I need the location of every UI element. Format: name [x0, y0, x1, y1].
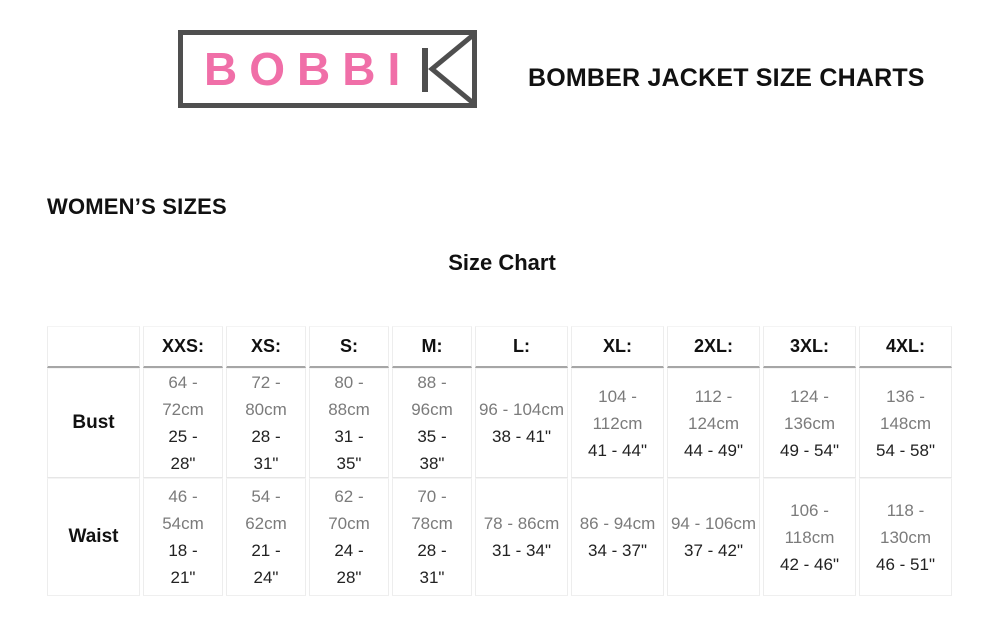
- table-row-waist: [47, 478, 952, 596]
- waist-3xl-cell: [763, 478, 856, 596]
- inch-range: 35 - 38": [417, 427, 447, 473]
- col-header-l: L:: [475, 326, 568, 368]
- inch-range: 54 - 58": [876, 440, 935, 460]
- waist-xxs-cell: [143, 478, 223, 596]
- cm-range: 86 - 94cm: [579, 514, 656, 533]
- waist-xs-cell: [226, 478, 306, 596]
- inch-range: 46 - 51": [876, 554, 935, 574]
- col-header-2xl: 2XL:: [667, 326, 760, 368]
- womens-sizes-heading: WOMEN’S SIZES: [47, 194, 227, 219]
- waist-2xl-cell: [667, 478, 760, 596]
- waist-m-cell: [392, 478, 472, 596]
- inch-range: 38 - 41": [492, 427, 551, 446]
- cm-range: 106 - 118cm: [784, 500, 835, 547]
- cm-range: 54 - 62cm: [245, 487, 287, 533]
- bust-xl-cell: [571, 368, 664, 478]
- col-header-xs: XS:: [226, 326, 306, 368]
- inch-range: 34 - 37": [588, 541, 647, 560]
- bobbi-k-logo: [178, 30, 478, 108]
- cm-range: 46 - 54cm: [162, 487, 204, 533]
- waist-4xl-cell: [859, 478, 952, 596]
- inch-range: 44 - 49": [684, 440, 743, 460]
- inch-range: 31 - 34": [492, 541, 551, 560]
- waist-xl-cell: [571, 478, 664, 596]
- inch-range: 28 - 31": [417, 541, 447, 587]
- bust-3xl-cell: [763, 368, 856, 478]
- cm-range: 80 - 88cm: [328, 373, 370, 419]
- col-header-xxs: XXS:: [143, 326, 223, 368]
- bust-xxs-cell: [143, 368, 223, 478]
- inch-range: 41 - 44": [588, 440, 647, 460]
- col-header-3xl: 3XL:: [763, 326, 856, 368]
- cm-range: 118 - 130cm: [879, 500, 932, 547]
- col-header-xl: XL:: [571, 326, 664, 368]
- cm-range: 136 - 148cm: [879, 386, 932, 433]
- col-header-m: M:: [392, 326, 472, 368]
- inch-range: 18 - 21": [168, 541, 198, 587]
- table-row-bust: [47, 368, 952, 478]
- cm-range: 78 - 86cm: [483, 514, 560, 533]
- page-title: BOMBER JACKET SIZE CHARTS: [528, 64, 925, 92]
- bust-m-cell: [392, 368, 472, 478]
- bust-s-cell: [309, 368, 389, 478]
- bust-4xl-cell: [859, 368, 952, 478]
- inch-range: 49 - 54": [780, 440, 839, 460]
- cm-range: 96 - 104cm: [478, 400, 565, 419]
- waist-l-cell: [475, 478, 568, 596]
- cm-range: 70 - 78cm: [411, 487, 453, 533]
- size-chart-title: Size Chart: [448, 250, 556, 275]
- header-row: [47, 326, 952, 368]
- inch-range: 24 - 28": [334, 541, 364, 587]
- cm-range: 104 - 112cm: [592, 386, 643, 433]
- waist-s-cell: [309, 478, 389, 596]
- corner-cell: [47, 326, 140, 368]
- col-header-s: S:: [309, 326, 389, 368]
- cm-range: 72 - 80cm: [245, 373, 287, 419]
- cm-range: 64 - 72cm: [162, 373, 204, 419]
- cm-range: 112 - 124cm: [687, 386, 740, 433]
- row-label-waist: Waist: [47, 478, 140, 596]
- col-header-4xl: 4XL:: [859, 326, 952, 368]
- inch-range: 21 - 24": [251, 541, 281, 587]
- size-chart-table: [44, 326, 955, 596]
- cm-range: 124 - 136cm: [783, 386, 836, 433]
- cm-range: 94 - 106cm: [670, 514, 757, 533]
- inch-range: 31 - 35": [334, 427, 364, 473]
- cm-range: 88 - 96cm: [411, 373, 453, 419]
- inch-range: 28 - 31": [251, 427, 281, 473]
- bust-2xl-cell: [667, 368, 760, 478]
- brand-text: BOBBI: [204, 43, 413, 95]
- inch-range: 42 - 46": [780, 554, 839, 574]
- row-label-bust: Bust: [47, 368, 140, 478]
- inch-range: 37 - 42": [684, 541, 743, 560]
- bust-l-cell: [475, 368, 568, 478]
- cm-range: 62 - 70cm: [328, 487, 370, 533]
- inch-range: 25 - 28": [168, 427, 198, 473]
- bust-xs-cell: [226, 368, 306, 478]
